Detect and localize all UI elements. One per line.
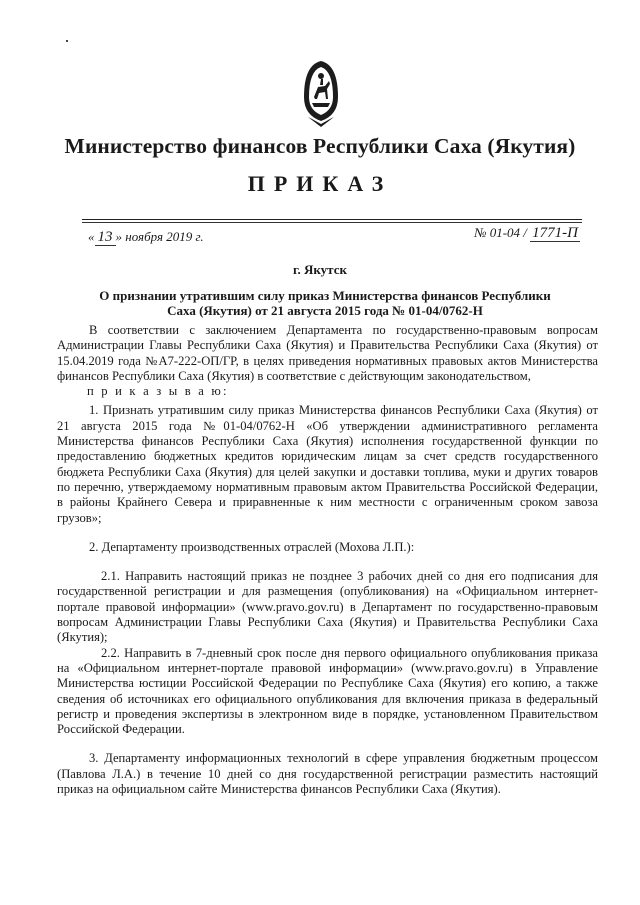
date-quote-open: «: [88, 229, 95, 244]
clause-3: 3. Департаменту информационных технологий в сфере управления бюджетным процессом (Павлова Л.А.) в течение 10 дней со дня государственной регистрации разместить настоящий приказ на официальном сайте Министерства финансов Республики Саха (Якутия).: [57, 751, 598, 797]
coat-of-arms-emblem-icon: [298, 57, 344, 129]
order-number-prefix: № 01-04 /: [474, 225, 527, 240]
clause-2-1: 2.1. Направить настоящий приказ не позднее 3 рабочих дней со дня его подписания для государственной регистрации и для размещения (опубликования) на «Официальном интернет-портале правовой информации» (www.pravo.gov.ru) в Департамент по государственно-правовым вопросам Администрации Главы Республики Саха (Якутия) и Правительства Республики Саха (Якутия);: [57, 569, 598, 645]
preamble-paragraph: В соответствии с заключением Департамента по государственно-правовым вопросам Администрации Главы Республики Саха (Якутия) и Правительства Республики Саха (Якутия) от 15.04.2019 года №А7-222-ОП/ГР, в целях приведения нормативных правовых актов Министерства финансов Республики Саха (Якутия) в соответствие с действующим законодательством,: [57, 323, 598, 383]
date-month-year: » ноября 2019 г.: [115, 229, 204, 244]
order-title: О признании утратившим силу приказ Министерства финансов Республики Саха (Якутия) от 21 августа 2015 года № 01-04/0762-Н: [99, 288, 551, 318]
header-rule: [82, 219, 582, 220]
document-type-heading: ПРИКАЗ: [247, 171, 393, 196]
city-name: г. Якутск: [293, 262, 347, 277]
header-rule-thin: [82, 222, 582, 223]
clause-1: 1. Признать утратившим силу приказ Министерства финансов Республики Саха (Якутия) от 21 августа 2015 года №01-04/0762-Н «Об утверждении административного регламента Министерства финансов Республики Саха (Якутия) исполнения государственной функции по предоставлению бюджетных кредитов юридическим лицам за счет средств государственного бюджета Республики Саха (Якутия) для целей закупки и доставки топлива, муки и других товаров по перечню, утверждаемому нормативным правовым актом Правительства Российской Федерации, в районы Крайнего Севера и приравненные к ним местности с ограниченным сроком завоза грузов»;: [57, 403, 598, 525]
order-body: [57, 323, 598, 797]
order-date: [88, 229, 204, 246]
date-day-handwritten: 13: [95, 229, 116, 246]
ministry-name: Министерство финансов Республики Саха (Якутия): [64, 134, 576, 158]
clause-2: 2. Департаменту производственных отраслей (Мохова Л.П.):: [89, 539, 415, 554]
order-number-handwritten: 1771-П: [532, 225, 578, 241]
order-number: [474, 225, 580, 242]
clause-2-2: 2.2. Направить в 7-дневный срок после дня первого официального опубликования приказа на «Официальном интернет-портале правовой информации» (www.pravo.gov.ru) в Управление Министерства юстиции Российской Федерации по Республике Саха (Якутия) его копию, а также сведения об источниках его официального опубликования для включения приказа в федеральный регистр и проведения экспертизы в электронном виде в порядке, установленном Правительством Российской Федерации.: [57, 645, 598, 737]
scan-speck: [66, 40, 68, 42]
order-word: п р и к а з ы в а ю:: [87, 384, 229, 399]
